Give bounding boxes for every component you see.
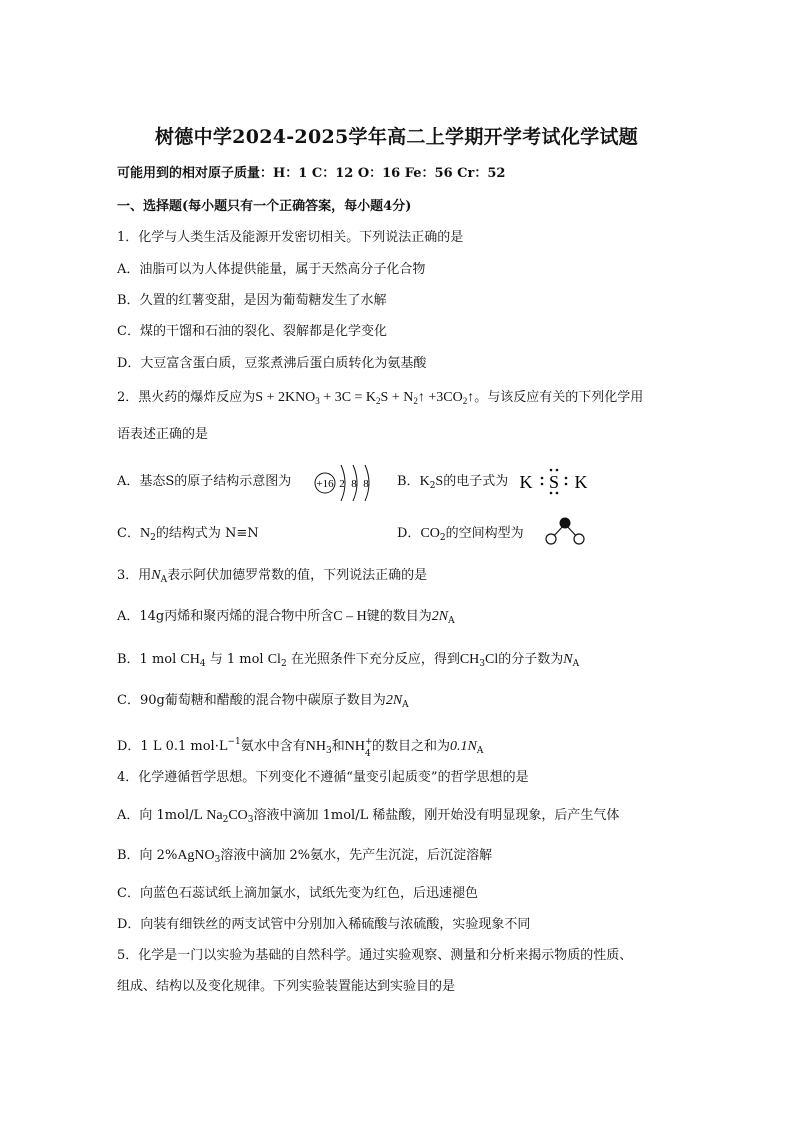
q5-stem-line2: 组成、结构以及变化规律。下列实验装置能达到实验目的是 [117, 979, 456, 994]
q2-option-b [397, 472, 508, 496]
formula: 2N [431, 609, 449, 624]
q2-stem-line2: 语表述正确的是 [117, 427, 209, 442]
formula-sub: A [402, 700, 409, 710]
formula-sub: A [160, 575, 168, 585]
formula: N [139, 526, 151, 541]
text: D．1 L 0.1 mol·L [117, 739, 228, 754]
eq-sub: 2 [376, 396, 381, 406]
eq-part: S + 2KNO [255, 390, 316, 405]
q3-option-d [117, 732, 483, 761]
eq-arrow: ↑ [417, 390, 425, 405]
formula: CH [459, 652, 480, 667]
eq-part: +3CO [424, 390, 463, 405]
q3-option-b [117, 650, 579, 674]
formula-sub: 3 [214, 855, 221, 865]
formula-sub: 4 [199, 659, 206, 669]
eq-part: + 3C = K [319, 390, 377, 405]
q1-option-b: B．久置的红薯变甜，是因为葡萄糖发生了水解 [117, 293, 387, 308]
q5-stem-line1: 5．化学是一门以实验为基础的自然科学。通过实验观察、测量和分析来揭示物质的性质、 [117, 948, 633, 963]
formula-sub: A [572, 659, 580, 669]
formula: AgNO [177, 848, 215, 863]
q4-stem: 4．化学遵循哲学思想。下列变化不遵循“量变引起质变”的哲学思想的是 [117, 770, 529, 785]
formula: N [563, 652, 573, 667]
q2-option-a-text: A．基态S的原子结构示意图为 [117, 474, 292, 489]
text: 溶液中滴加 1mol/L 稀盐酸，刚开始没有明显现象，后产生气体 [253, 808, 620, 823]
q2-stem [117, 388, 643, 411]
formula: Na [206, 808, 223, 823]
q2-option-a [117, 472, 291, 492]
bent-molecule-model [540, 515, 588, 547]
eq-sub: 2 [413, 396, 418, 406]
text: 的分子数为 [498, 652, 564, 667]
eq-sub: 2 [462, 396, 468, 406]
formula-sub: 2 [439, 533, 446, 543]
formula: CH [180, 652, 200, 667]
text: 3．用 [117, 568, 152, 583]
formula: CO [228, 808, 248, 823]
shell-electrons: 8 [363, 478, 369, 490]
text: 键的数目为 [366, 609, 432, 624]
atom-circle [546, 534, 556, 544]
q3-option-a [117, 607, 455, 631]
formula: 0.1N [450, 739, 477, 754]
q2-equation [255, 390, 474, 405]
formula: Cl [485, 652, 499, 667]
formula-sub: A [448, 616, 455, 626]
formula: K [419, 474, 430, 489]
formula: S [435, 474, 444, 489]
formula-sub: 3 [326, 746, 332, 756]
text: 溶液中滴加 2%氨水，先产生沉淀，后沉淀溶解 [220, 848, 493, 863]
nucleus-charge: +16 [316, 478, 334, 490]
q4-option-c: C．向蓝色石蕊试纸上滴加氯水，试纸先变为红色，后迅速褪色 [117, 886, 478, 901]
text: C．90g葡萄糖和醋酸的混合物中碳原子数目为 [117, 693, 386, 708]
formula-sub: 2 [150, 533, 156, 543]
shell-electrons: 2 [339, 478, 345, 490]
formula: 2N [385, 693, 403, 708]
q4-option-d: D．向装有细铁丝的两支试管中分别加入稀硫酸与浓硫酸，实验现象不同 [117, 917, 531, 932]
q3-stem [117, 566, 427, 590]
formula: C – H [333, 609, 367, 624]
text: B．1 mol [117, 652, 181, 667]
formula-sub: 3 [479, 659, 486, 669]
atomic-mass-line: 可能用到的相对原子质量：H：1 C：12 O：16 Fe：56 Cr：52 [117, 166, 506, 181]
q1-option-a: A．油脂可以为人体提供能量，属于天然高分子化合物 [117, 262, 426, 277]
q4-option-a [117, 806, 619, 830]
option-text: 的电子式为 [443, 474, 509, 489]
text: 氨水中含有 [240, 739, 306, 754]
text: 与 1 mol [205, 652, 268, 667]
text: 和 [331, 739, 345, 754]
formula: CO [420, 526, 440, 541]
atomic-structure-diagram [313, 460, 375, 504]
option-prefix: D． [397, 526, 421, 541]
section-heading: 一、选择题(每小题只有一个正确答案，每小题4分) [117, 199, 412, 214]
q2-option-c [117, 524, 259, 548]
formula-sub: 2 [280, 659, 287, 669]
lewis-k: K [519, 472, 533, 492]
text: A．14g丙烯和聚丙烯的混合物中所含 [117, 609, 334, 624]
formula-sup: + [365, 737, 373, 747]
central-atom [560, 518, 571, 529]
formula-sub: 3 [247, 815, 254, 825]
formula: NH [305, 739, 327, 754]
text: B．向 2% [117, 848, 178, 863]
formula-sub: 2 [429, 481, 436, 491]
formula: NH [344, 739, 365, 754]
q4-option-b [117, 846, 492, 870]
formula-sup: −1 [227, 737, 241, 747]
lewis-s: S [548, 472, 560, 492]
q1-option-c: C．煤的干馏和石油的裂化、裂解都是化学变化 [117, 324, 387, 339]
q1-option-d: D．大豆富含蛋白质，豆浆煮沸后蛋白质转化为氨基酸 [117, 356, 427, 371]
q3-option-c [117, 691, 409, 715]
option-text: 的结构式为 N≡N [155, 526, 259, 541]
option-text: 的空间构型为 [445, 526, 524, 541]
formula-sub: A [476, 746, 484, 756]
text: 的数目之和为 [372, 739, 451, 754]
formula-sub: 4 [365, 749, 371, 759]
lewis-k: K [574, 472, 588, 492]
text: 在光照条件下充分反应，得到 [286, 652, 460, 667]
text: 表示阿伏加德罗常数的值，下列说法正确的是 [167, 568, 428, 583]
formula-sub: 2 [222, 815, 229, 825]
eq-sub: 3 [315, 396, 320, 406]
stacked-index [365, 737, 373, 759]
eq-arrow: ↑ [467, 390, 475, 405]
option-prefix: C． [117, 526, 140, 541]
formula: Cl [267, 652, 281, 667]
q2-stem-prefix: 2．黑火药的爆炸反应为 [117, 390, 256, 405]
q2-stem-suffix: 。与该反应有关的下列化学用 [474, 390, 644, 405]
option-prefix: B． [397, 474, 420, 489]
q2-option-d [397, 524, 524, 548]
page-title: 树德中学2024-2025学年高二上学期开学考试化学试题 [154, 126, 639, 148]
shell-electrons: 8 [351, 478, 357, 490]
atom-circle [574, 534, 584, 544]
formula: N [151, 568, 161, 583]
q1-stem: 1．化学与人类生活及能源开发密切相关。下列说法正确的是 [117, 230, 464, 245]
text: A．向 1mol/L [117, 808, 207, 823]
eq-part: S + N [380, 390, 414, 405]
lewis-structure-k2s [518, 466, 590, 496]
